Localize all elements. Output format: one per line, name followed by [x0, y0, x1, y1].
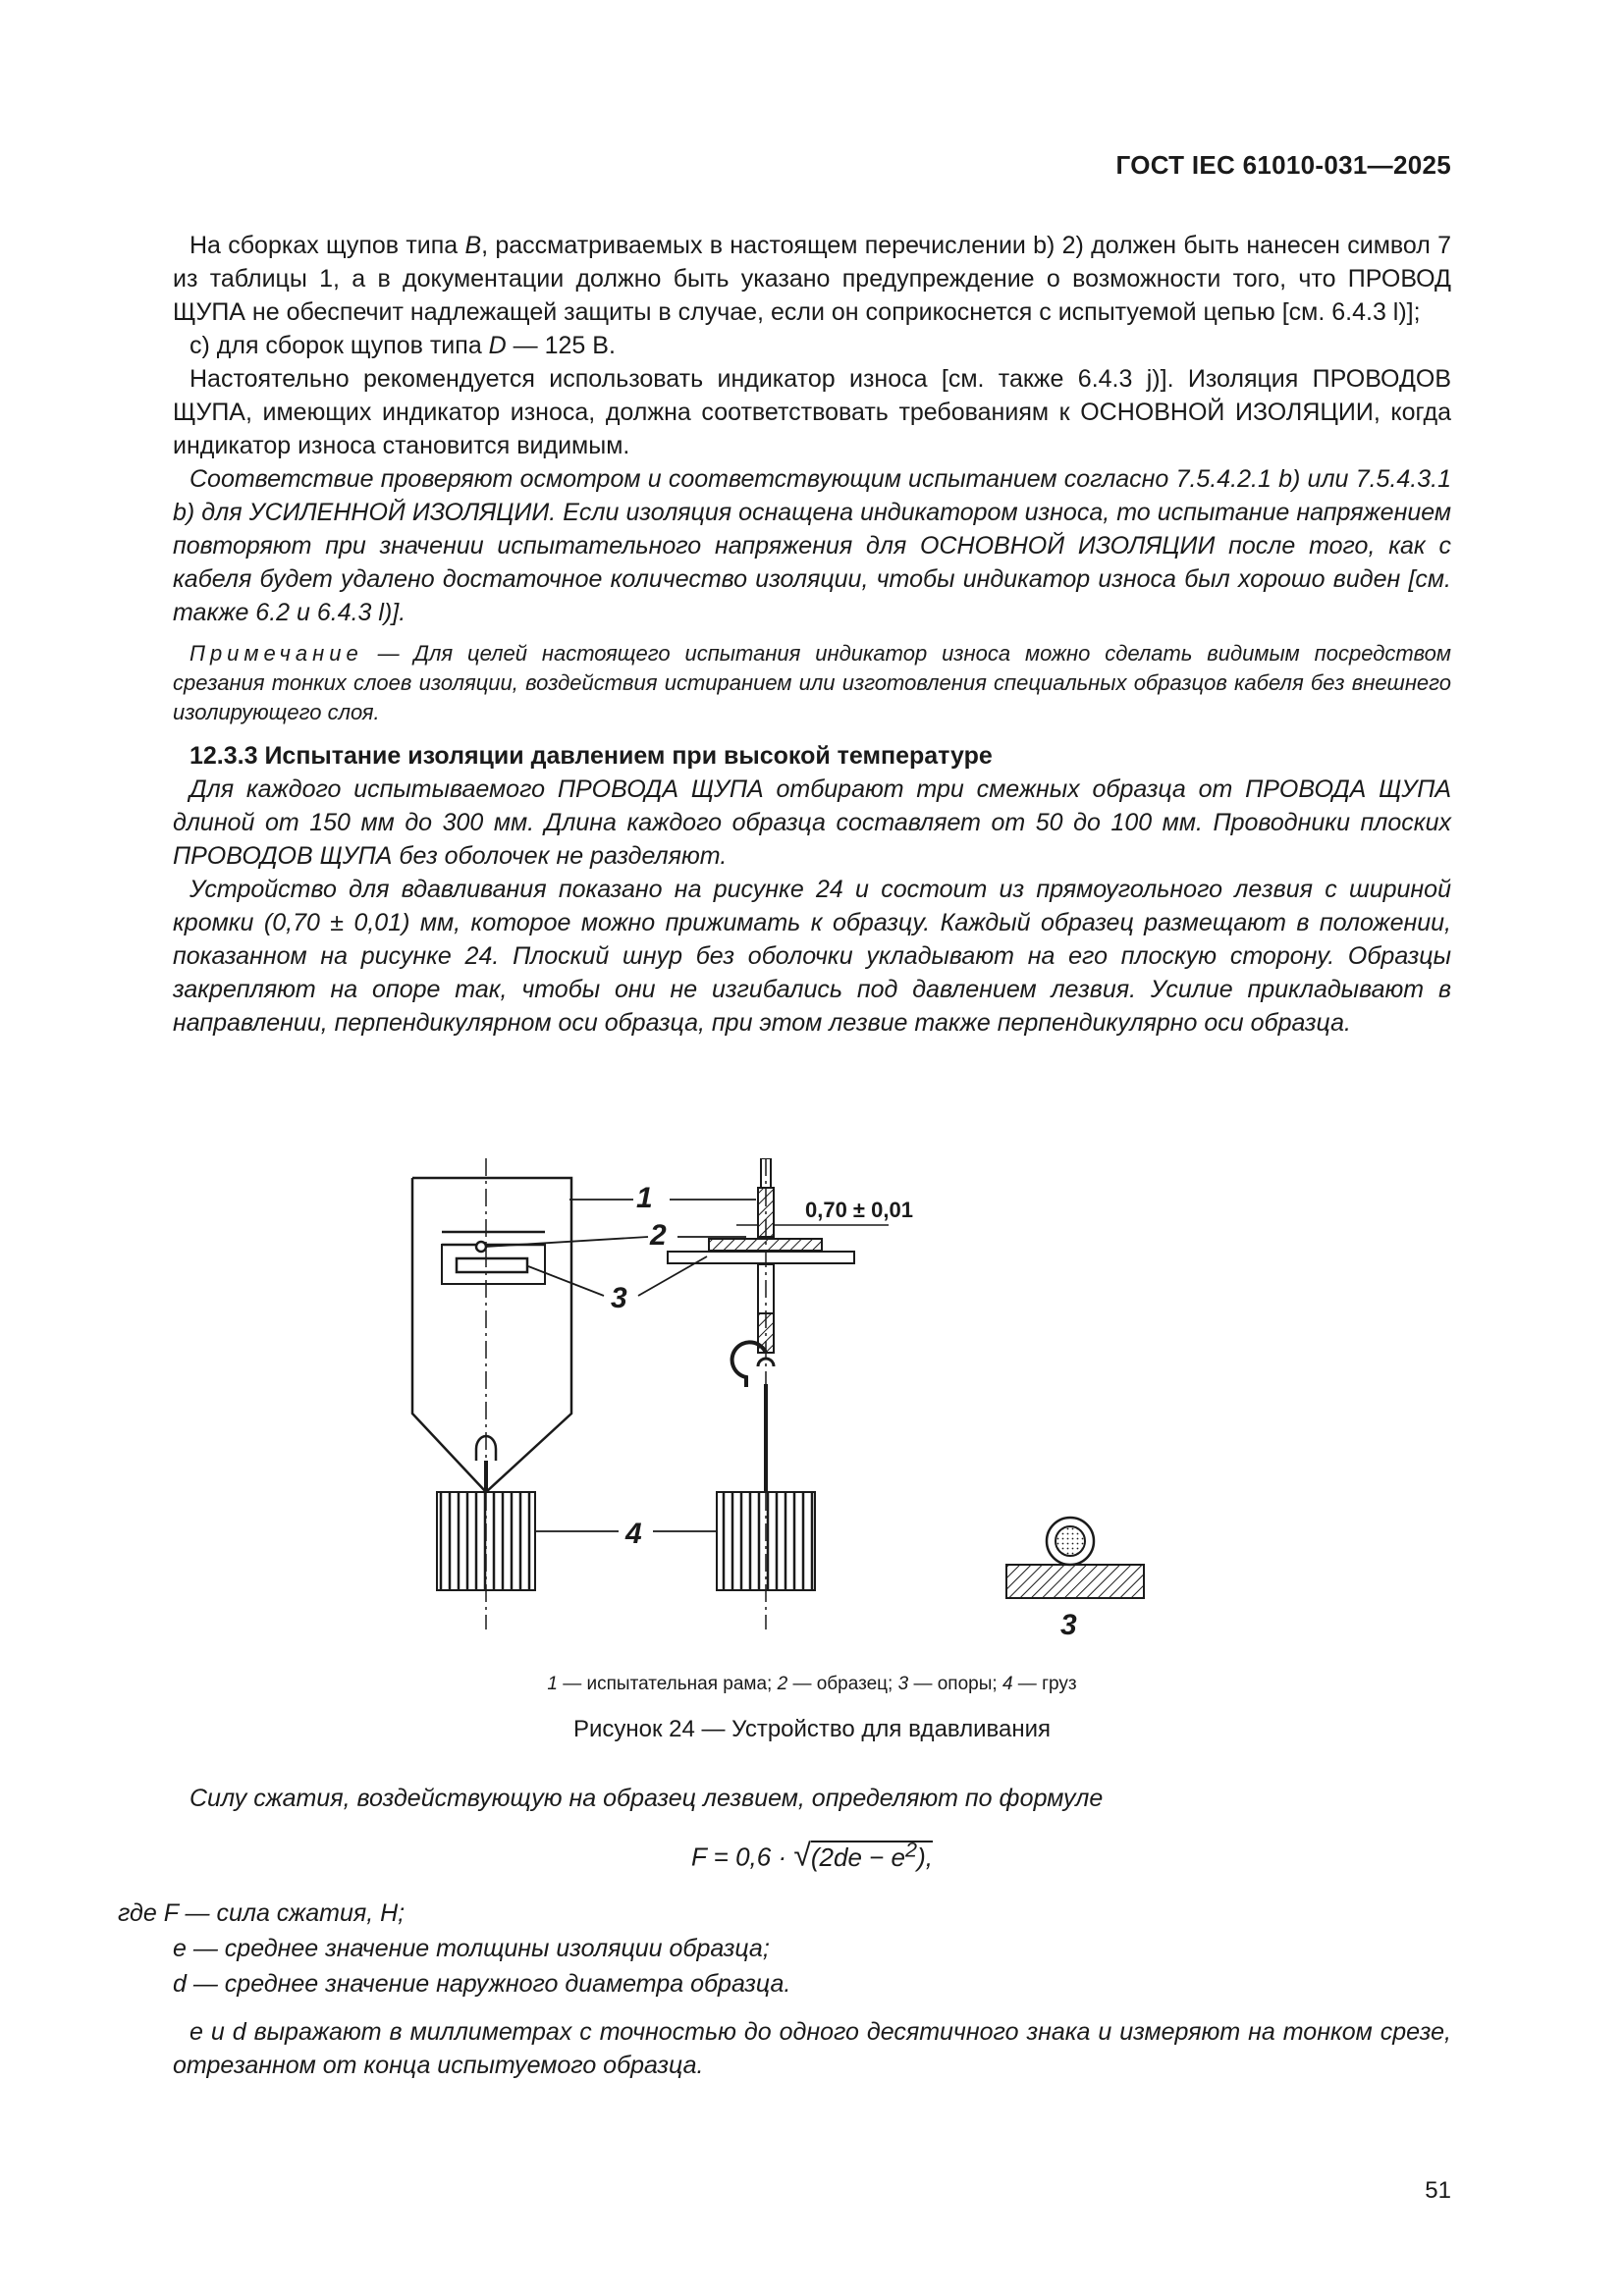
paragraph-wear-indicator: Настоятельно рекомендуется использовать индикатор износа [см. также 6.4.3 j)]. Изоляция ПРОВОДОВ ЩУПА, имеющих индикатор износа, должна соответствовать требованиям к ОСНОВНОЙ ИЗОЛЯЦИИ, когда индикатор износа становится видимым.: [173, 365, 1451, 459]
where-item: e — среднее значение толщины изоляции образца;: [173, 1934, 770, 1962]
body-text-bottom: [118, 1782, 1451, 2082]
paragraph-samples: Для каждого испытываемого ПРОВОДА ЩУПА отбирают три смежных образца от ПРОВОДА ЩУПА длиной от 150 мм до 300 мм. Длина каждого образца составляет от 50 до 100 мм. Проводники плоских ПРОВОДОВ ЩУПА без оболочек не разделяют.: [173, 775, 1451, 870]
legend-text-2: — образец;: [787, 1674, 898, 1694]
para2-var: D: [488, 332, 507, 359]
paragraph-b-symbol: [173, 229, 1451, 329]
figure-24-diagram: [393, 1158, 1178, 1649]
page-number: 51: [1425, 2177, 1451, 2204]
legend-num-4: 4: [1001, 1674, 1013, 1694]
weight-left: [437, 1492, 535, 1590]
callout-3: 3: [611, 1282, 627, 1314]
callout-2: 2: [650, 1219, 667, 1252]
where-list: [118, 1896, 1451, 2002]
formula: [173, 1837, 1451, 1874]
callout-3-detail: 3: [1060, 1609, 1077, 1641]
dimension-label: 0,70 ± 0,01: [805, 1198, 913, 1222]
para1-text-b: , рассматриваемых в настоящем перечислении b) 2) должен быть нанесен символ 7 из таблицы 1, а в документации должно быть указано предупреждение о возможности того, что ПРОВОД ЩУПА не обеспечит надлежащей защиты в случае, если он соприкоснется с испытуемой цепью [см. 6.4.3 l)];: [173, 232, 1452, 326]
note-text: — Для целей настоящего испытания индикатор износа можно сделать видимым посредством срезания тонких слоев изоляции, воздействия истиранием или изготовления специальных образцов кабеля без внешнего изолирующего слоя.: [173, 641, 1451, 724]
legend-num-3: 3: [897, 1674, 909, 1694]
paragraph-units: e и d выражают в миллиметрах с точностью до одного десятичного знака и измеряют на тонком срезе, отрезанном от конца испытуемого образца.: [173, 2017, 1451, 2079]
note-label: Примечание: [189, 641, 363, 666]
callout-4: 4: [625, 1518, 642, 1550]
callout-1: 1: [636, 1182, 653, 1214]
sample-cross-section: [1006, 1518, 1144, 1598]
legend-num-2: 2: [777, 1674, 788, 1694]
where-item: d — среднее значение наружного диаметра образца.: [173, 1969, 791, 1998]
paragraph-formula-intro: Силу сжатия, воздействующую на образец лезвием, определяют по формуле: [189, 1785, 1104, 1812]
para1-var: B: [464, 232, 482, 259]
legend-num-1: 1: [547, 1674, 558, 1694]
paragraph-device: Устройство для вдавливания показано на рисунке 24 и состоит из прямоугольного лезвия с шириной кромки (0,70 ± 0,01) мм, которое можно прижимать к образцу. Каждый образец размещают в положении, показанном на рисунке 24. Плоский шнур без оболочки укладывают на его плоскую сторону. Образцы закрепляют на опоре так, чтобы они не изгибались под давлением лезвия. Усилие прикладывают в направлении, перпендикулярном оси образца, при этом лезвие также перпендикулярно оси образца.: [173, 876, 1451, 1037]
test-frame-left: [412, 1178, 571, 1492]
legend-text-3: — опоры;: [908, 1674, 1002, 1694]
legend-text-1: — испытательная рама;: [557, 1674, 778, 1694]
paragraph-compliance: Соответствие проверяют осмотром и соответствующим испытанием согласно 7.5.4.2.1 b) или 7.5.4.3.1 b) для УСИЛЕННОЙ ИЗОЛЯЦИИ. Если изоляция оснащена индикатором износа, то испытание напряжением повторяют при значении испытательного напряжения для ОСНОВНОЙ ИЗОЛЯЦИИ после того, как с кабеля будет удалено достаточное количество изоляции, чтобы индикатор износа был хорошо виден [см. также 6.2 и 6.4.3 l)].: [173, 465, 1451, 626]
formula-radicand: $(2de - e^2)$,: [810, 1837, 933, 1872]
where-item: где F — сила сжатия, Н;: [118, 1898, 406, 1927]
note: [173, 639, 1451, 727]
figure-caption: Рисунок 24 — Устройство для вдавливания: [572, 1716, 1052, 1742]
formula-lhs: F = 0,6 ·: [691, 1842, 794, 1872]
para2-after: — 125 В.: [506, 332, 616, 359]
figure-legend: [173, 1674, 1451, 1695]
weight-right: [717, 1492, 815, 1590]
body-text-top: [173, 229, 1451, 1040]
para1-text-a: На сборках щупов типа: [189, 232, 465, 259]
section-heading: 12.3.3 Испытание изоляции давлением при высокой температуре: [189, 742, 993, 770]
legend-text-4: — груз: [1012, 1674, 1077, 1694]
formula-exponent: 2: [905, 1837, 918, 1861]
sqrt-symbol: √: [793, 1837, 811, 1873]
para2-before: c) для сборок щупов типа: [189, 332, 489, 359]
document-header: ГОСТ IEC 61010-031—2025: [1115, 150, 1451, 180]
paragraph-item-c: [173, 329, 1451, 362]
